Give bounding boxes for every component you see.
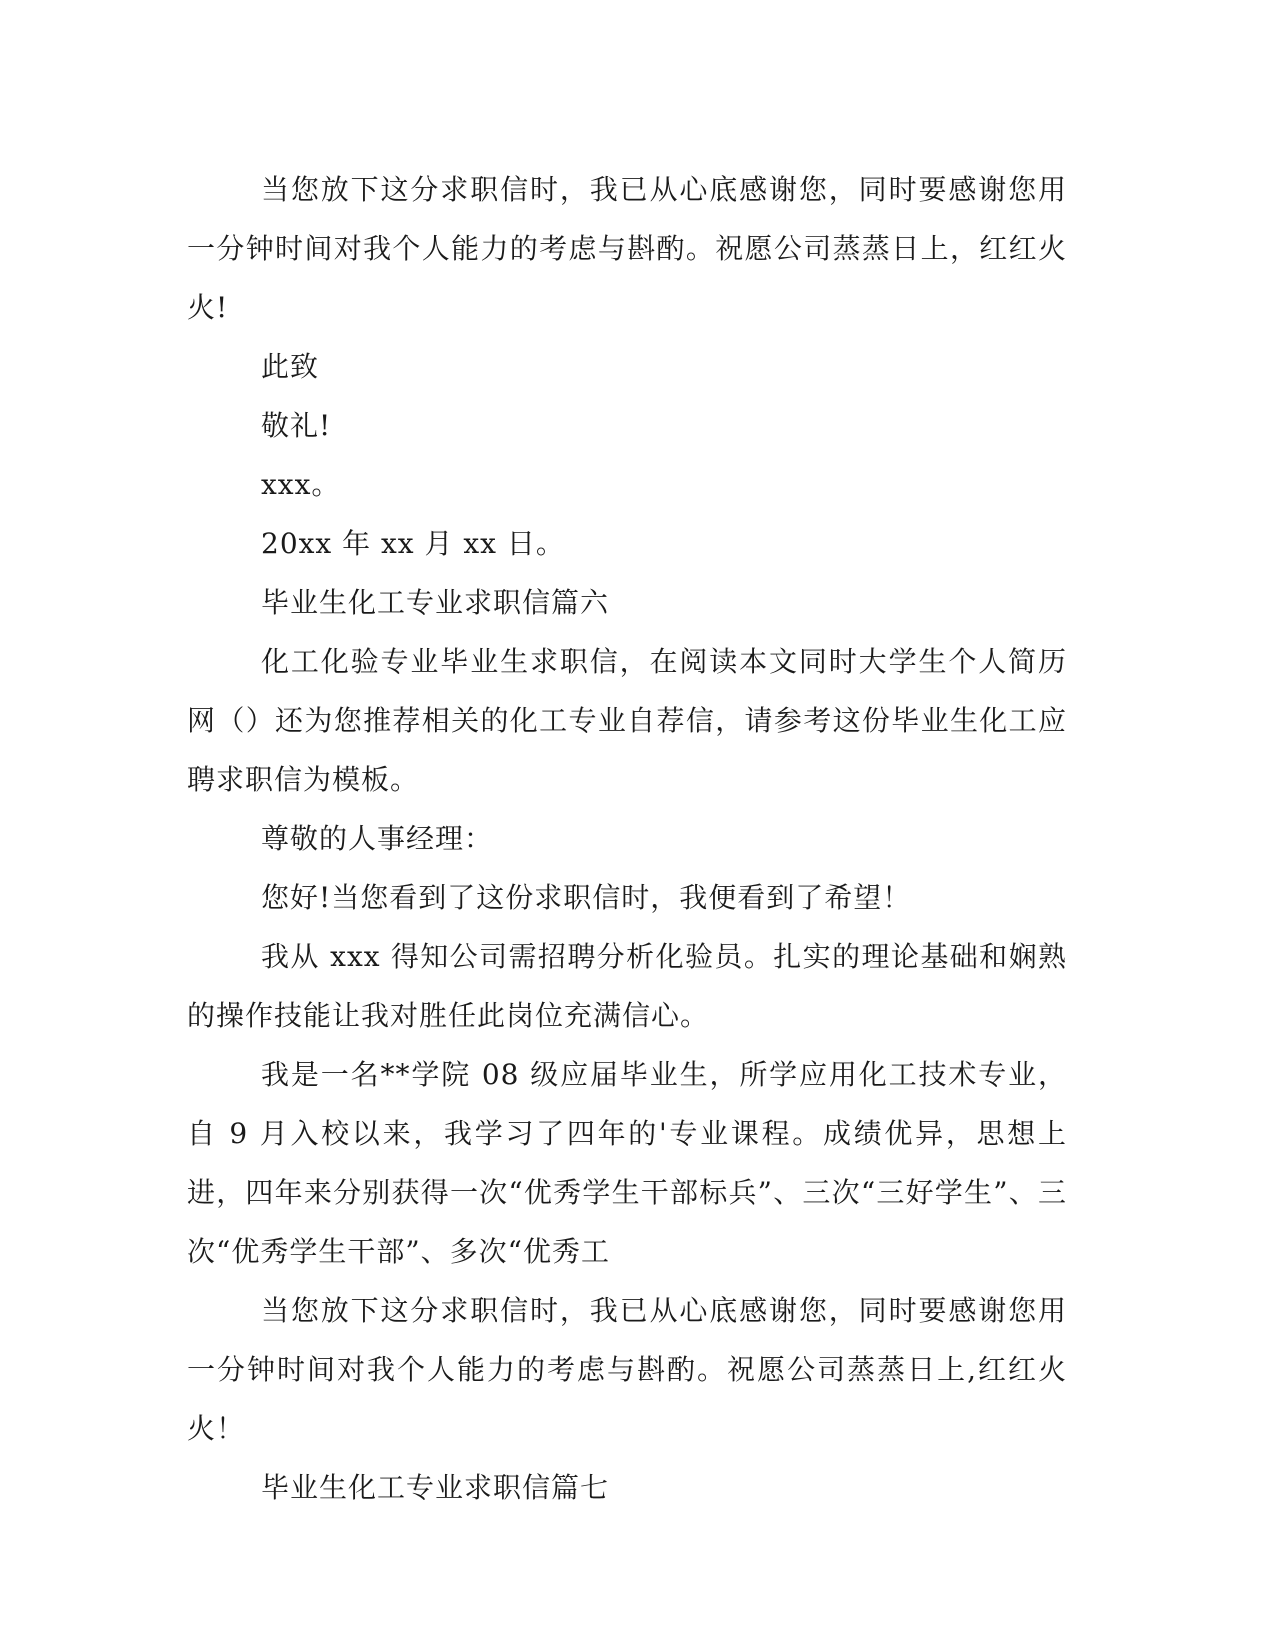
closing-thanks-paragraph-2: 当您放下这分求职信时，我已从心底感谢您，同时要感谢您用一分钟时间对我个人能力的考虑与斟酌。祝愿公司蒸蒸日上,红红火火！ <box>187 1294 1067 1445</box>
signature-name: xxx。 <box>261 468 341 501</box>
salutation-cizhi: 此致 <box>261 350 320 383</box>
greeting-line: 尊敬的人事经理： <box>261 822 494 855</box>
document-body <box>187 160 1067 1517</box>
section-heading-seven: 毕业生化工专业求职信篇七 <box>261 1471 610 1504</box>
signature-date: 20xx 年 xx 月 xx 日。 <box>261 527 565 560</box>
job-source-paragraph: 我从 xxx 得知公司需招聘分析化验员。扎实的理论基础和娴熟的操作技能让我对胜任此岗位充满信心。 <box>187 940 1067 1032</box>
background-paragraph: 我是一名**学院 08 级应届毕业生，所学应用化工技术专业，自 9 月入校以来，我学习了四年的'专业课程。成绩优异，思想上进，四年来分别获得一次“优秀学生干部标兵”、三次“三好学生”、三次“优秀学生干部”、多次“优秀工 <box>187 1058 1067 1268</box>
hello-paragraph: 您好!当您看到了这份求职信时，我便看到了希望！ <box>261 881 912 914</box>
section-heading-six: 毕业生化工专业求职信篇六 <box>261 586 610 619</box>
salutation-jingli: 敬礼! <box>261 409 332 442</box>
intro-paragraph: 化工化验专业毕业生求职信，在阅读本文同时大学生个人简历网（）还为您推荐相关的化工专业自荐信，请参考这份毕业生化工应聘求职信为模板。 <box>187 645 1067 796</box>
closing-thanks-paragraph: 当您放下这分求职信时，我已从心底感谢您，同时要感谢您用一分钟时间对我个人能力的考虑与斟酌。祝愿公司蒸蒸日上，红红火火! <box>187 173 1067 324</box>
